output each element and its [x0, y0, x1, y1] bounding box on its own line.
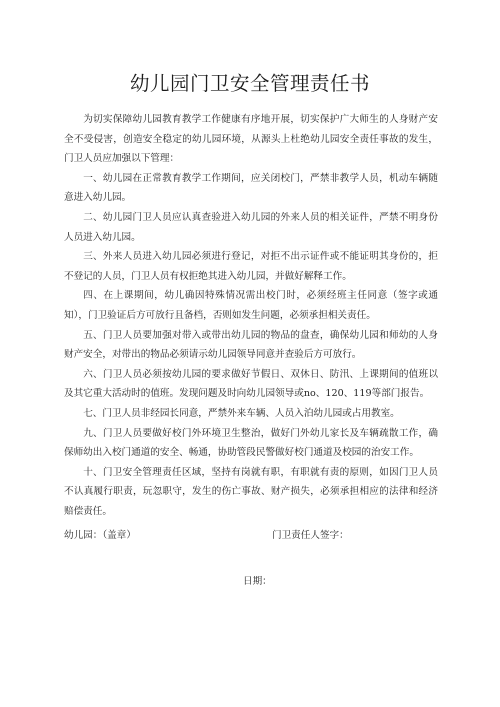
intro-paragraph: 为切实保障幼儿园教育教学工作健康有序地开展，切实保护广大师生的人身财产安全不受侵害，创造安全稳定的幼儿园环境，从源头上杜绝幼儿园安全责任事故的发生，门卫人员应加强以下管理： [64, 114, 438, 165]
kindergarten-seal-label: 幼儿园：（盖章） [64, 530, 136, 541]
clause-2: 二、幼儿园门卫人员应认真查验进入幼儿园的外来人员的相关证件，严禁不明身份人员进入幼儿园。 [64, 211, 438, 243]
clause-6: 六、门卫人员必须按幼儿园的要求做好节假日、双休日、防汛、上课期间的值班以及其它重大活动时的值班。发现问题及时向幼儿园领导或no、120、119等部门报告。 [64, 368, 438, 400]
clause-5: 五、门卫人员要加强对带入或带出幼儿园的物品的盘查，确保幼儿园和师幼的人身财产安全，对带出的物品必须请示幼儿园领导同意并查验后方可放行。 [64, 329, 438, 361]
clause-3: 三、外来人员进入幼儿园必须进行登记，对拒不出示证件或不能证明其身份的，拒不登记的人员，门卫人员有权拒绝其进入幼儿园，并做好解释工作。 [64, 251, 438, 282]
clause-9: 九、门卫人员要做好校门外环境卫生整治，做好门外幼儿家长及车辆疏散工作，确保师幼出入校门通道的安全、畅通，协助管段民警做好校门通道及校园的治安工作。 [64, 427, 438, 459]
date-label: 日期： [243, 576, 272, 587]
document-body [64, 110, 438, 521]
clause-1: 一、幼儿园在正常教育教学工作期间，应关闭校门，严禁非教学人员，机动车辆随意进入幼儿园。 [64, 172, 438, 204]
clause-7: 七、门卫人员非经园长同意，严禁外来车辆、人员入泊幼儿园或占用教室。 [83, 407, 400, 419]
guard-signature-label: 门卫责任人签字： [272, 530, 349, 541]
clause-4: 四、在上课期间，幼儿确因特殊情况需出校门时，必须经班主任同意（签字或通知），门卫验证后方可放行且备档，否则如发生问题，必须承担相关责任。 [64, 290, 438, 321]
clause-10: 十、门卫安全管理责任区域，坚持有岗就有职，有职就有责的原则，如因门卫人员不认真履行职责，玩忽职守，发生的伤亡事故、财产损失，必须承担相应的法律和经济赔偿责任。 [64, 466, 438, 517]
document-title: 幼儿园门卫安全管理责任书 [129, 72, 370, 95]
